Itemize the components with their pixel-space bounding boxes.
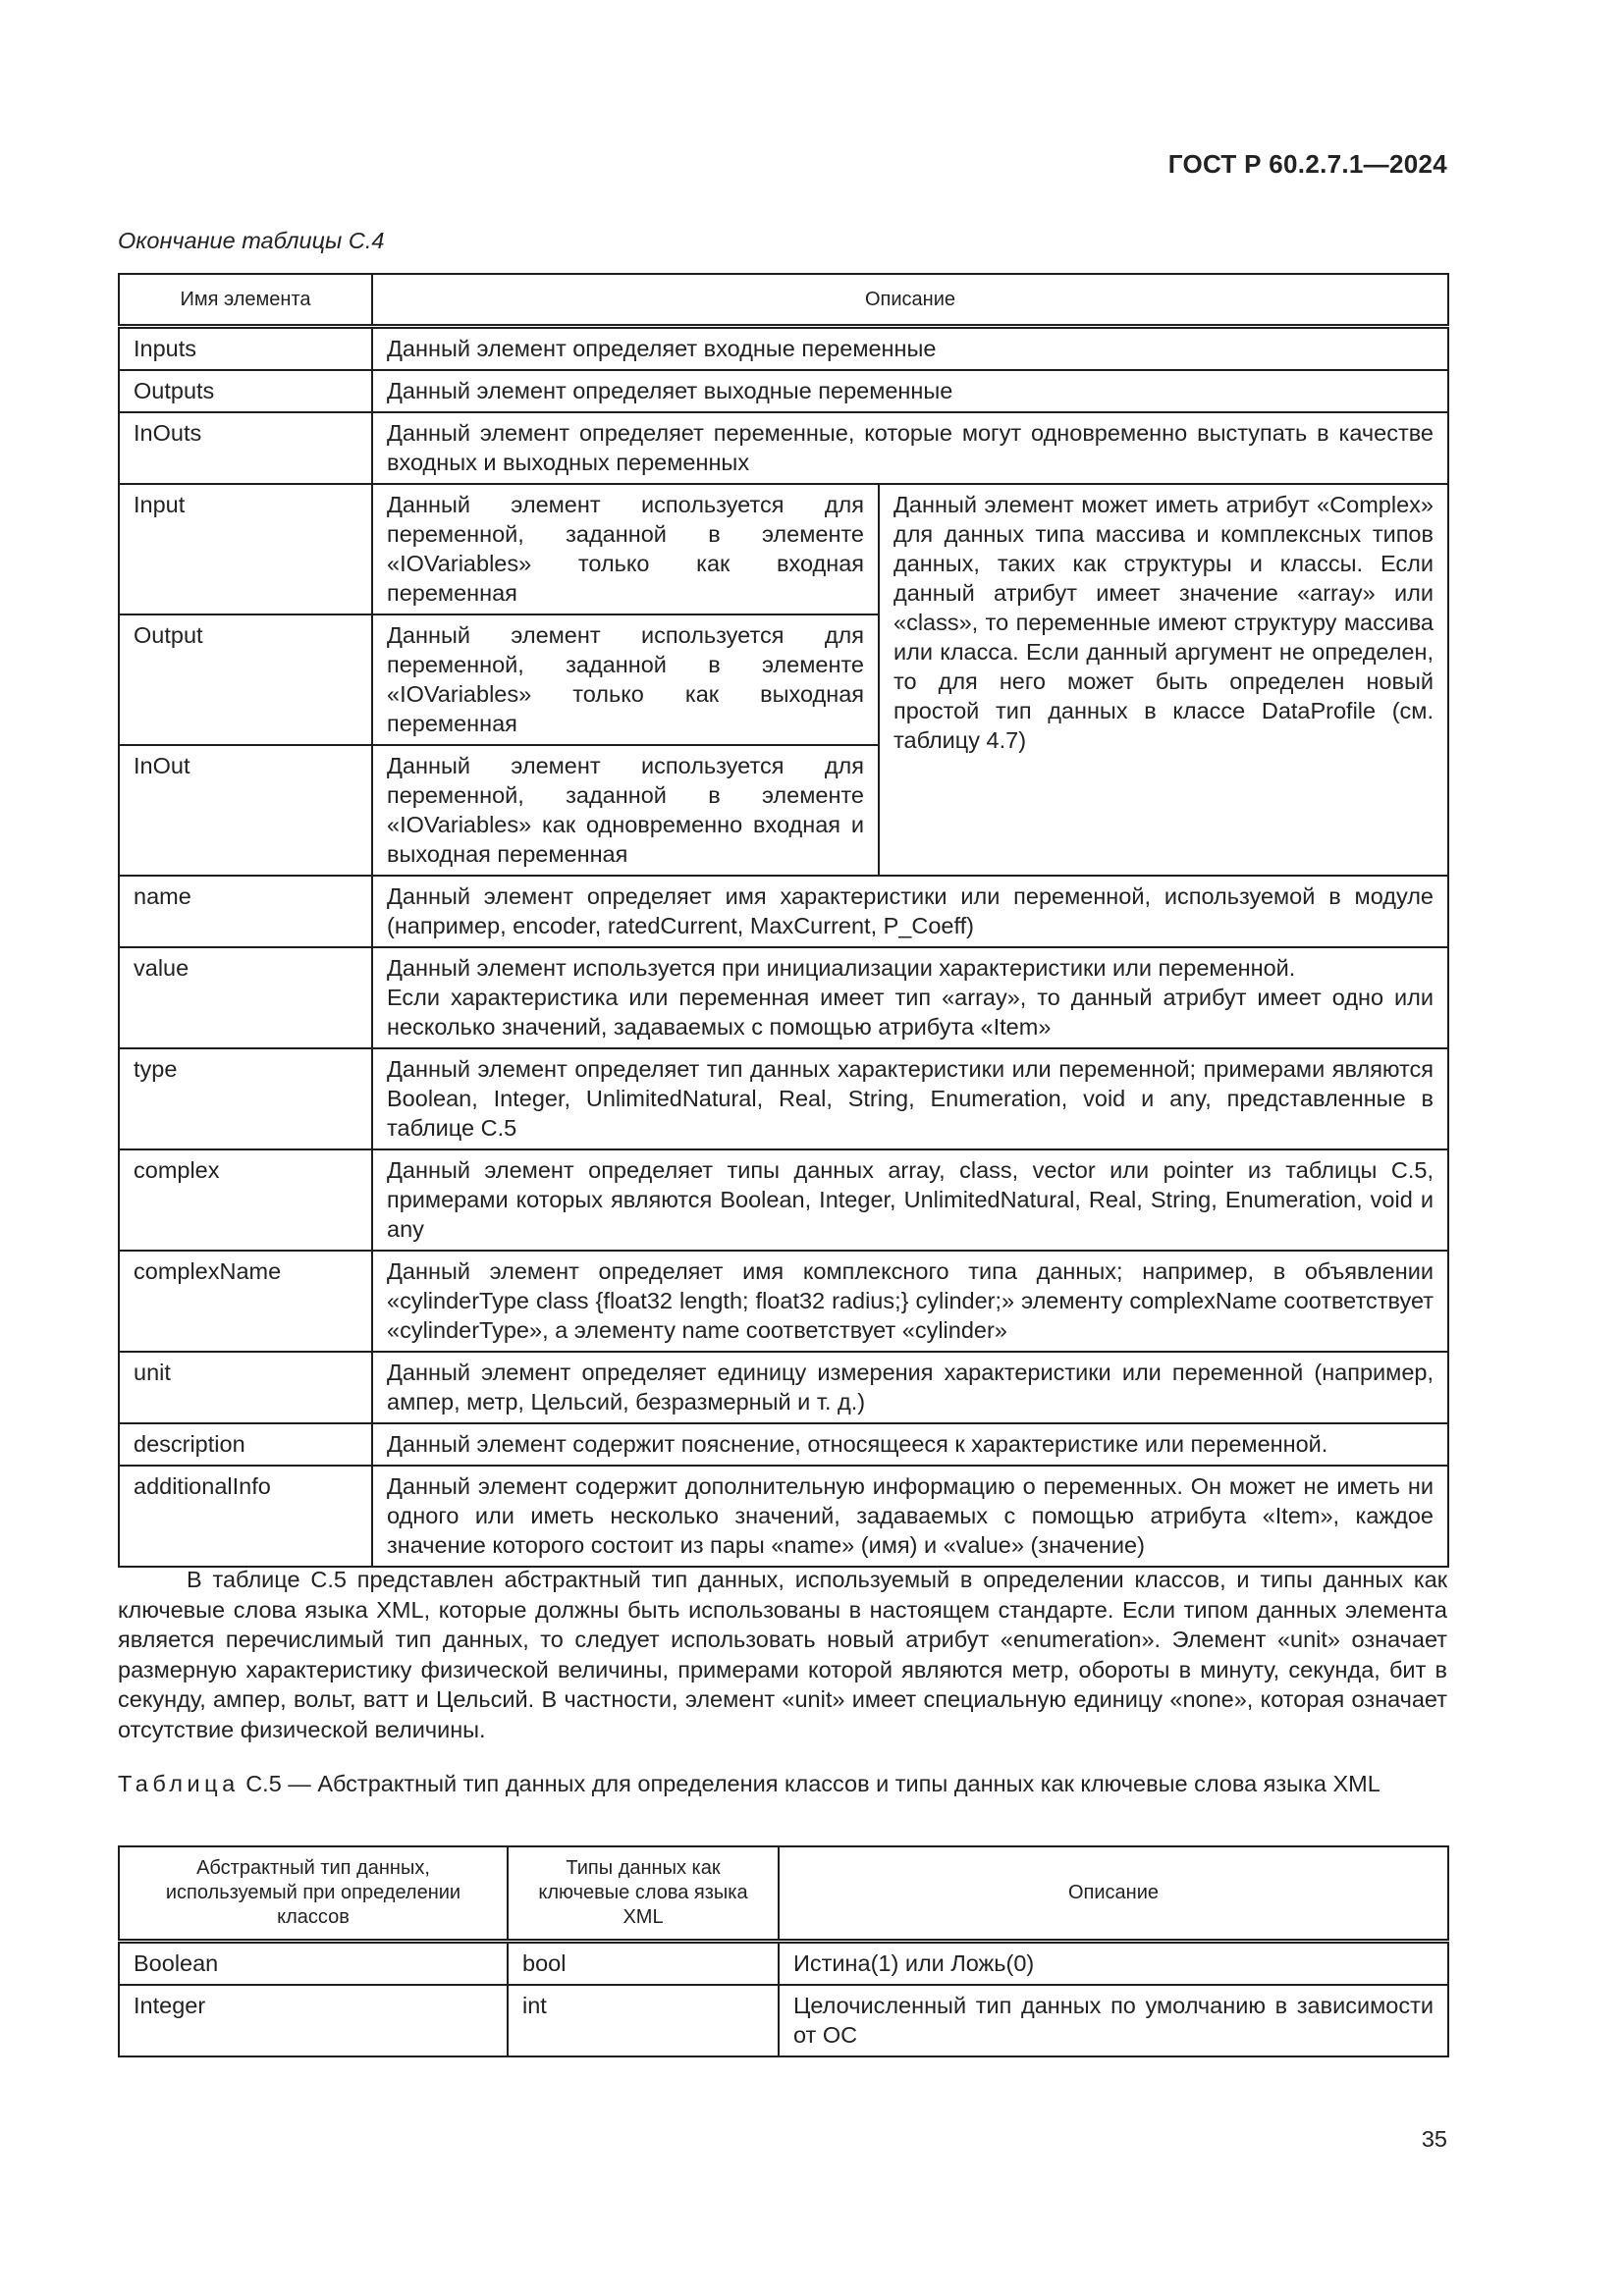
table-c5-caption (118, 1769, 1447, 1798)
table-row (119, 876, 1448, 947)
element-name-cell: Inputs (119, 327, 372, 371)
element-description-cell: Данный элемент определяет входные переменные (372, 327, 1448, 371)
element-name-cell: additionalInfo (119, 1466, 372, 1567)
column-header-name: Имя элемента (119, 274, 372, 327)
element-name-cell: Outputs (119, 370, 372, 412)
element-name-cell: complexName (119, 1251, 372, 1352)
column-header-description: Описание (779, 1846, 1448, 1941)
element-description-cell: Данный элемент определяет тип данных характеристики или переменной; примерами являются Boolean, Integer, UnlimitedNatural, Real, String, Enumeration, void и any, представленные в таблице С.5 (372, 1048, 1448, 1149)
element-name-cell: complex (119, 1149, 372, 1251)
element-name-cell: type (119, 1048, 372, 1149)
description-line: Если характеристика или переменная имеет тип «array», то данный атрибут имеет одно или несколько значений, задаваемых с помощью атрибута «Item» (387, 985, 1434, 1040)
table-caption-text: С.5 — Абстрактный тип данных для определения классов и типы данных как ключевые слова языка XML (245, 1771, 1380, 1796)
table-row (119, 1985, 1448, 2056)
element-description-cell: Данный элемент определяет имя комплексного типа данных; например, в объявлении «cylinderType class {float32 length; float32 radius;} cylinder;» элементу complexName соответствует «cylinderType», а элементу name соответствует «cylinder» (372, 1251, 1448, 1352)
table-row (119, 1941, 1448, 1985)
table-row (119, 947, 1448, 1048)
element-description-cell: Данный элемент используется для переменной, заданной в элементе «IOVariables» как одновременно входная и выходная переменная (372, 745, 879, 876)
element-name-cell: InOuts (119, 412, 372, 484)
table-row (119, 1149, 1448, 1251)
element-description-cell (372, 947, 1448, 1048)
column-header-abstract-type: Абстрактный тип данных, используемый при определении классов (119, 1846, 508, 1941)
type-description-cell: Целочисленный тип данных по умолчанию в зависимости от ОС (779, 1985, 1448, 2056)
element-description-cell: Данный элемент определяет выходные переменные (372, 370, 1448, 412)
element-description-cell: Данный элемент содержит пояснение, относящееся к характеристике или переменной. (372, 1423, 1448, 1466)
body-paragraph: В таблице С.5 представлен абстрактный тип данных, используемый в определении классов, и типы данных как ключевые слова языка XML, которые должны быть использованы в настоящем стандарте. Если типом данных элемента является перечислимый тип данных, то следует использовать новый атрибут «enumeration». Элемент «unit» означает размерную характеристику физической величины, примерами которой являются метр, обороты в минуту, секунда, бит в секунду, ампер, вольт, ватт и Цельсий. В частности, элемент «unit» имеет специальную единицу «none», которая означает отсутствие физической величины. (118, 1567, 1447, 1742)
table-row (119, 1423, 1448, 1466)
element-name-cell: InOut (119, 745, 372, 876)
element-name-cell: Input (119, 484, 372, 614)
table-caption-label: Таблица (118, 1771, 240, 1796)
table-continuation-caption: Окончание таблицы С.4 (118, 228, 385, 253)
element-description-cell: Данный элемент содержит дополнительную информацию о переменных. Он может не иметь ни одного или иметь несколько значений, задаваемых с помощью атрибута «Item», каждое значение которого состоит из пары «name» (имя) и «value» (значение) (372, 1466, 1448, 1567)
xml-type-cell: bool (508, 1941, 779, 1985)
element-name-cell: name (119, 876, 372, 947)
table-c4 (118, 273, 1449, 1568)
type-description-cell: Истина(1) или Ложь(0) (779, 1941, 1448, 1985)
column-header-description: Описание (372, 274, 1448, 327)
page-number: 35 (1421, 2126, 1447, 2152)
element-description-cell: Данный элемент определяет типы данных array, class, vector или pointer из таблицы С.5, примерами которых являются Boolean, Integer, UnlimitedNatural, Real, String, Enumeration, void и any (372, 1149, 1448, 1251)
table-header-row (119, 1846, 1448, 1941)
description-line: Данный элемент используется при инициализации характеристики или переменной. (387, 955, 1296, 981)
table-row (119, 1048, 1448, 1149)
table-header-row (119, 274, 1448, 327)
element-description-cell: Данный элемент используется для переменной, заданной в элементе «IOVariables» только как выходная переменная (372, 614, 879, 745)
element-name-cell: description (119, 1423, 372, 1466)
table-row (119, 1352, 1448, 1423)
table-row (119, 484, 1448, 614)
table-row (119, 1466, 1448, 1567)
element-description-cell: Данный элемент определяет имя характеристики или переменной, используемой в модуле (например, encoder, ratedCurrent, MaxCurrent, P_Coeff) (372, 876, 1448, 947)
abstract-type-cell: Integer (119, 1985, 508, 2056)
element-description-cell: Данный элемент определяет единицу измерения характеристики или переменной (например, ампер, метр, Цельсий, безразмерный и т. д.) (372, 1352, 1448, 1423)
element-name-cell: unit (119, 1352, 372, 1423)
element-name-cell: Output (119, 614, 372, 745)
table-row (119, 370, 1448, 412)
table-c5 (118, 1845, 1449, 2057)
element-description-cell: Данный элемент определяет переменные, которые могут одновременно выступать в качестве входных и выходных переменных (372, 412, 1448, 484)
abstract-type-cell: Boolean (119, 1941, 508, 1985)
xml-type-cell: int (508, 1985, 779, 2056)
table-row (119, 327, 1448, 371)
table-row (119, 412, 1448, 484)
complex-attribute-note-cell: Данный элемент может иметь атрибут «Complex» для данных типа массива и комплексных типов данных, таких как структуры и классы. Если данный атрибут имеет значение «array» или «class», то переменные имеют структуру массива или класса. Если данный аргумент не определен, то для него может быть определен новый простой тип данных в классе DataProfile (см. таблицу 4.7) (879, 484, 1448, 876)
element-name-cell: value (119, 947, 372, 1048)
element-description-cell: Данный элемент используется для переменной, заданной в элементе «IOVariables» только как входная переменная (372, 484, 879, 614)
document-header-id: ГОСТ Р 60.2.7.1—2024 (1167, 149, 1447, 179)
table-row (119, 1251, 1448, 1352)
column-header-xml-type: Типы данных как ключевые слова языка XML (508, 1846, 779, 1941)
